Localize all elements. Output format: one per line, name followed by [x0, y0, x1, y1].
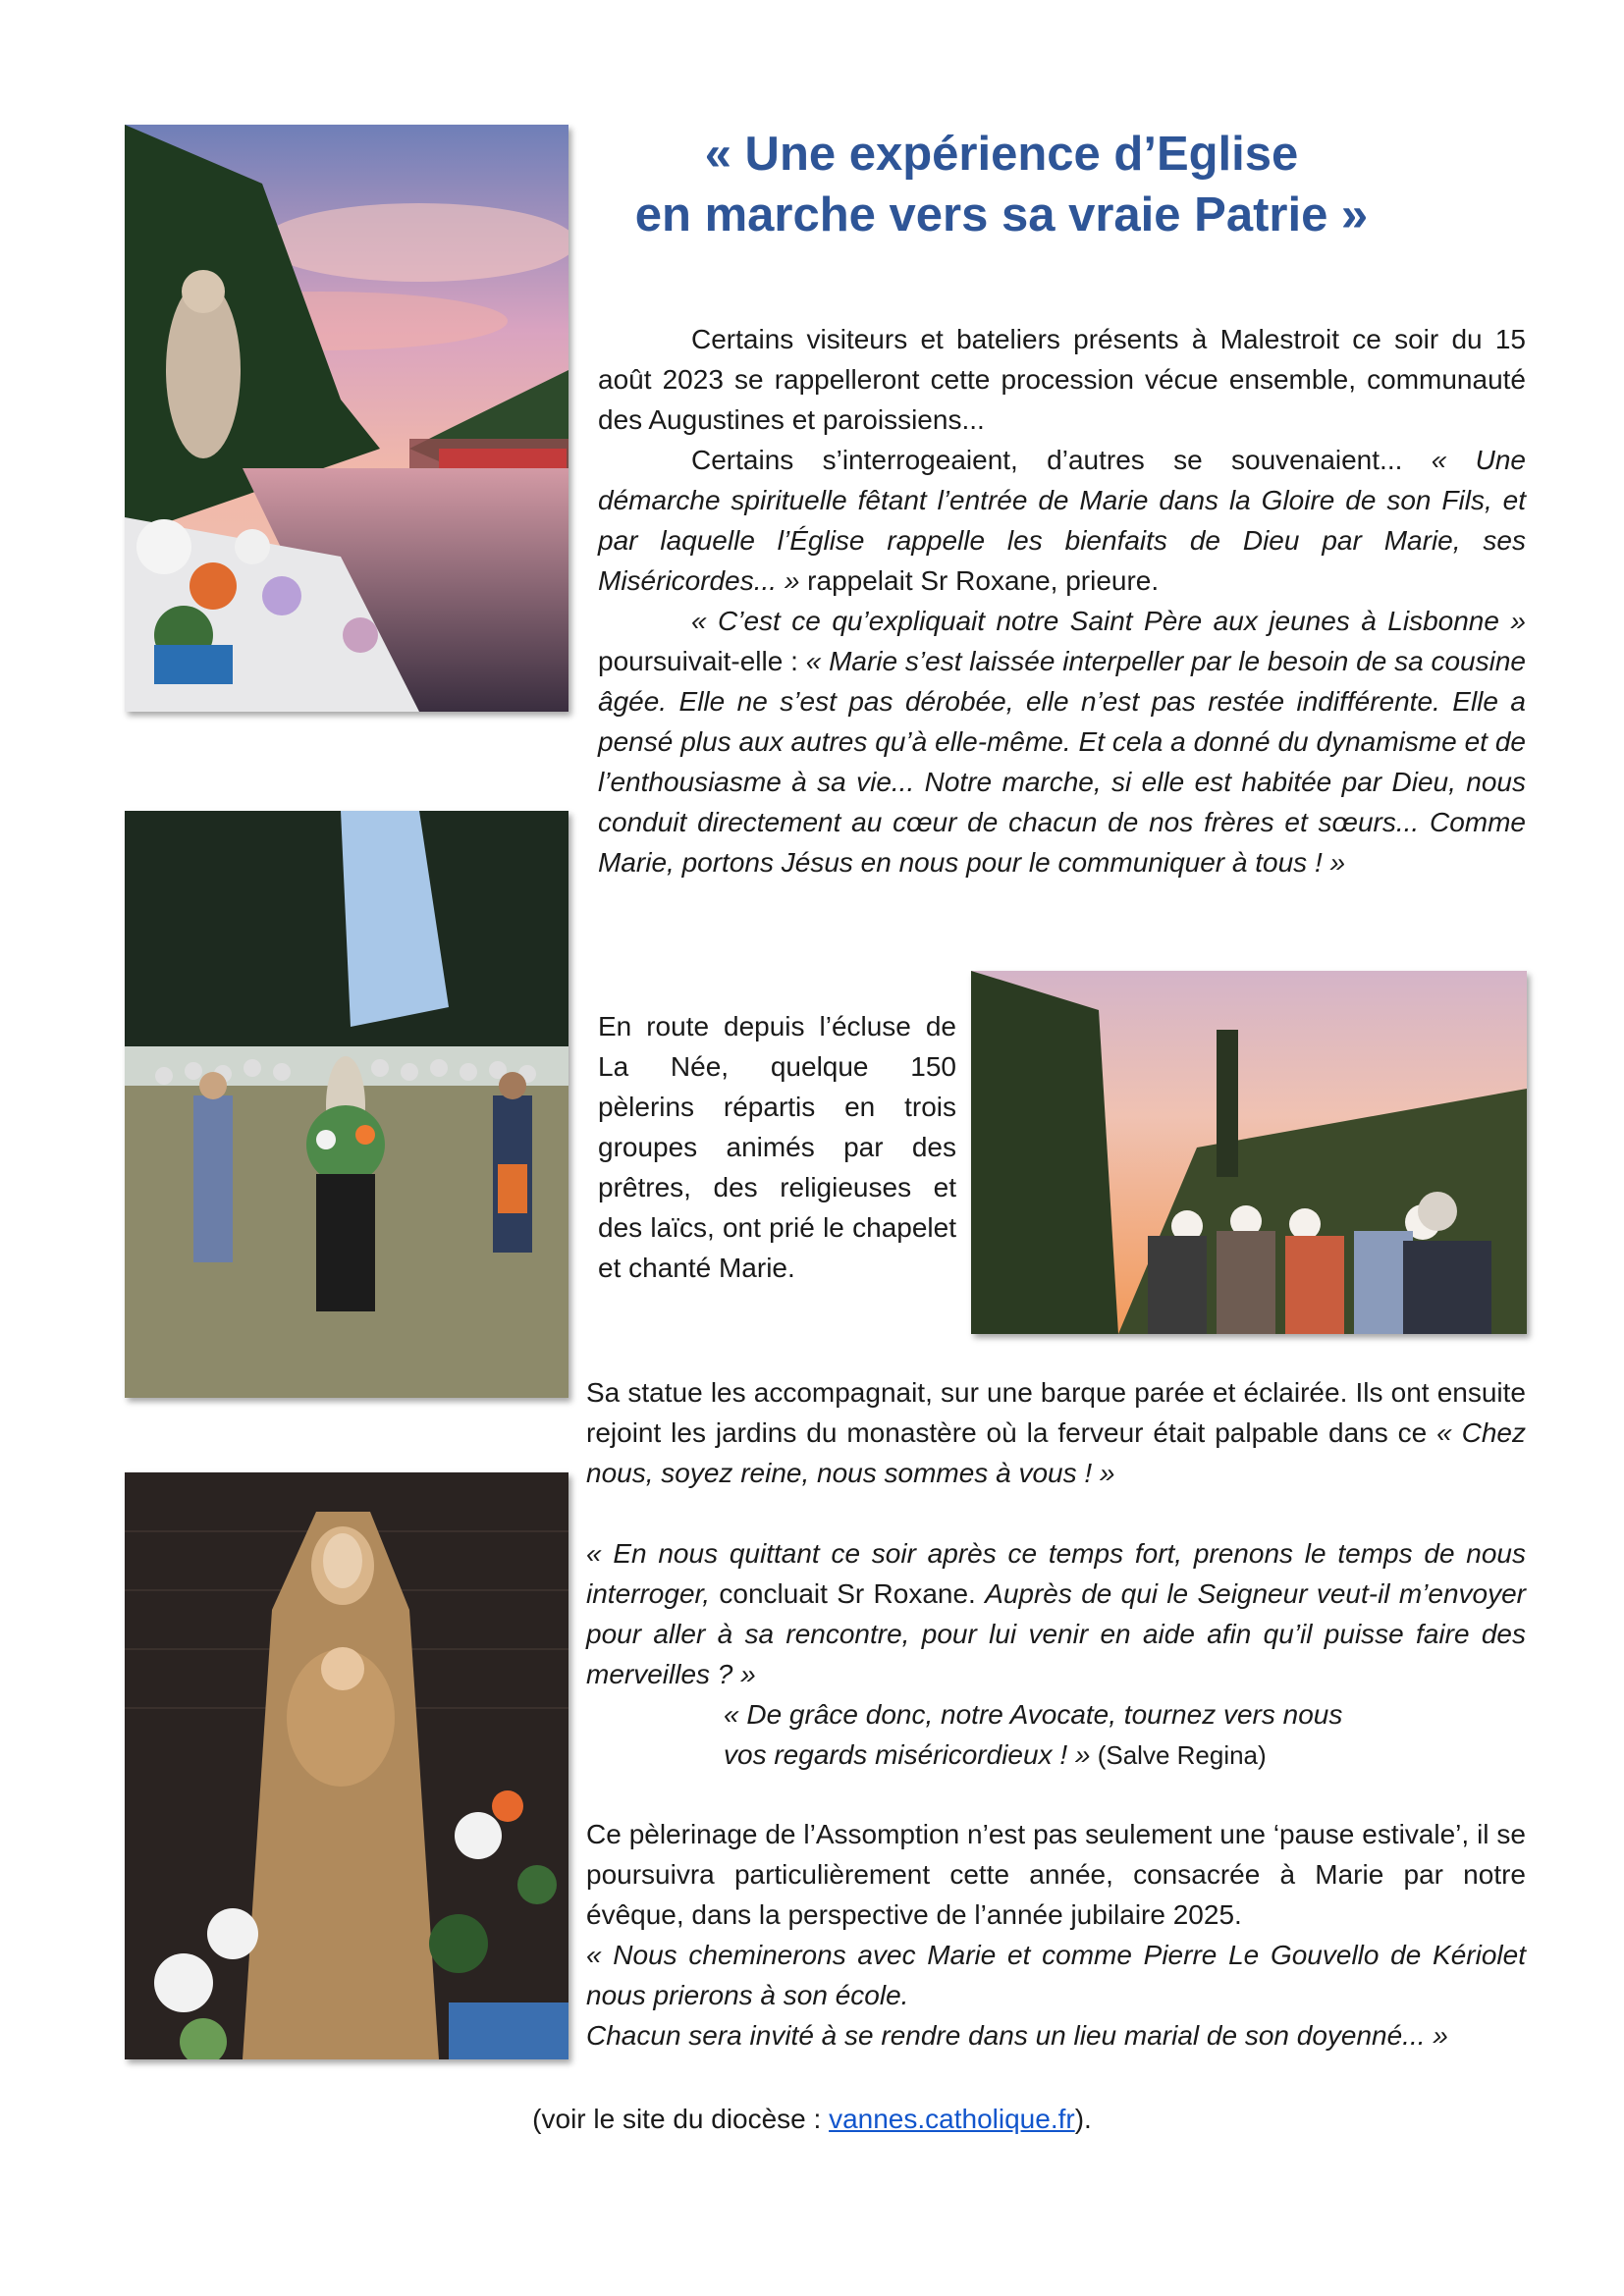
walk-sunset-photo — [971, 971, 1527, 1334]
page-title — [628, 124, 1375, 245]
salve-regina-block — [724, 1694, 1431, 1776]
intro-text — [598, 319, 1526, 882]
footer — [125, 2099, 1499, 2139]
diocese-link[interactable]: vannes.catholique.fr — [829, 2104, 1075, 2134]
intro-paragraph-3: « C’est ce qu’expliquait notre Saint Père aux jeunes à Lisbonne » poursuivait-elle : « Marie s’est laissée interpeller par le besoin de sa cousine âgée. Elle ne s’est pas dérobée, elle n’est pas restée indifférente. Elle a pensé plus aux autres qu’à elle-même. Et cela a donné du dynamisme et de l’enthousiasme à sa vie... Notre marche, si elle est habitée par Dieu, nous conduit directement au cœur de chacun de nos frères et sœurs... Comme Marie, portons Jésus en nous pour le communiquer à tous ! » — [598, 606, 1526, 878]
final-quote-1: « Nous cheminerons avec Marie et comme Pierre Le Gouvello de Kériolet nous prierons à son école. — [586, 1940, 1526, 2010]
closing-quote: « En nous quittant ce soir après ce temps fort, prenons le temps de nous interroger, concluait Sr Roxane. Auprès de qui le Seigneur veut-il m’envoyer pour aller à sa rencontre, pour lui venir en aide afin qu’il puisse faire des merveilles ? » — [586, 1538, 1527, 1689]
title-line-1: « Une expérience d’Eglise — [704, 128, 1299, 181]
title-line-2: en marche vers sa vraie Patrie » — [634, 188, 1369, 241]
final-quote-2: Chacun sera invité à se rendre dans un lieu marial de son doyenné... » — [586, 2020, 1448, 2051]
final-paragraph: Ce pèlerinage de l’Assomption n’est pas seulement une ‘pause estivale’, il se poursuivra particulièrement cette année, consacrée à Marie par notre évêque, dans la perspective de l’année jubilaire 2025. — [586, 1819, 1526, 1930]
statue-photo — [125, 1472, 568, 2059]
final-text — [586, 1814, 1526, 2056]
gathering-photo — [125, 811, 568, 1398]
footer-prefix: (voir le site du diocèse : — [532, 2104, 830, 2134]
route-paragraph: En route depuis l’écluse de La Née, quelque 150 pèlerins répartis en trois groupes animés par des prêtres, des religieuses et des laïcs, ont prié le chapelet et chanté Marie. — [598, 1011, 956, 1283]
statue-paragraph-block — [586, 1372, 1526, 1493]
intro-paragraph-1: Certains visiteurs et bateliers présents à Malestroit ce soir du 15 août 2023 se rappelleront cette procession vécue ensemble, communauté des Augustines et paroissiens... — [598, 324, 1526, 435]
closing-quote-block — [586, 1533, 1526, 1694]
intro-paragraph-2: Certains s’interrogeaient, d’autres se souvenaient... « Une démarche spirituelle fêtant l’entrée de Marie dans la Gloire de son Fils, et par laquelle l’Église rappelle les bienfaits de Dieu par Marie, ses Miséricordes... » rappelait Sr Roxane, prieure. — [598, 445, 1526, 596]
salve-line-1: « De grâce donc, notre Avocate, tournez vers nous — [724, 1699, 1343, 1730]
footer-suffix: ). — [1074, 2104, 1092, 2134]
canal-evening-photo — [125, 125, 568, 712]
statue-paragraph: Sa statue les accompagnait, sur une barque parée et éclairée. Ils ont ensuite rejoint les jardins du monastère où la ferveur était palpable dans ce « Chez nous, soyez reine, nous sommes à vous ! » — [586, 1377, 1526, 1488]
route-text — [598, 1006, 956, 1288]
salve-line-2: vos regards miséricordieux ! » (Salve Regina) — [724, 1739, 1267, 1770]
